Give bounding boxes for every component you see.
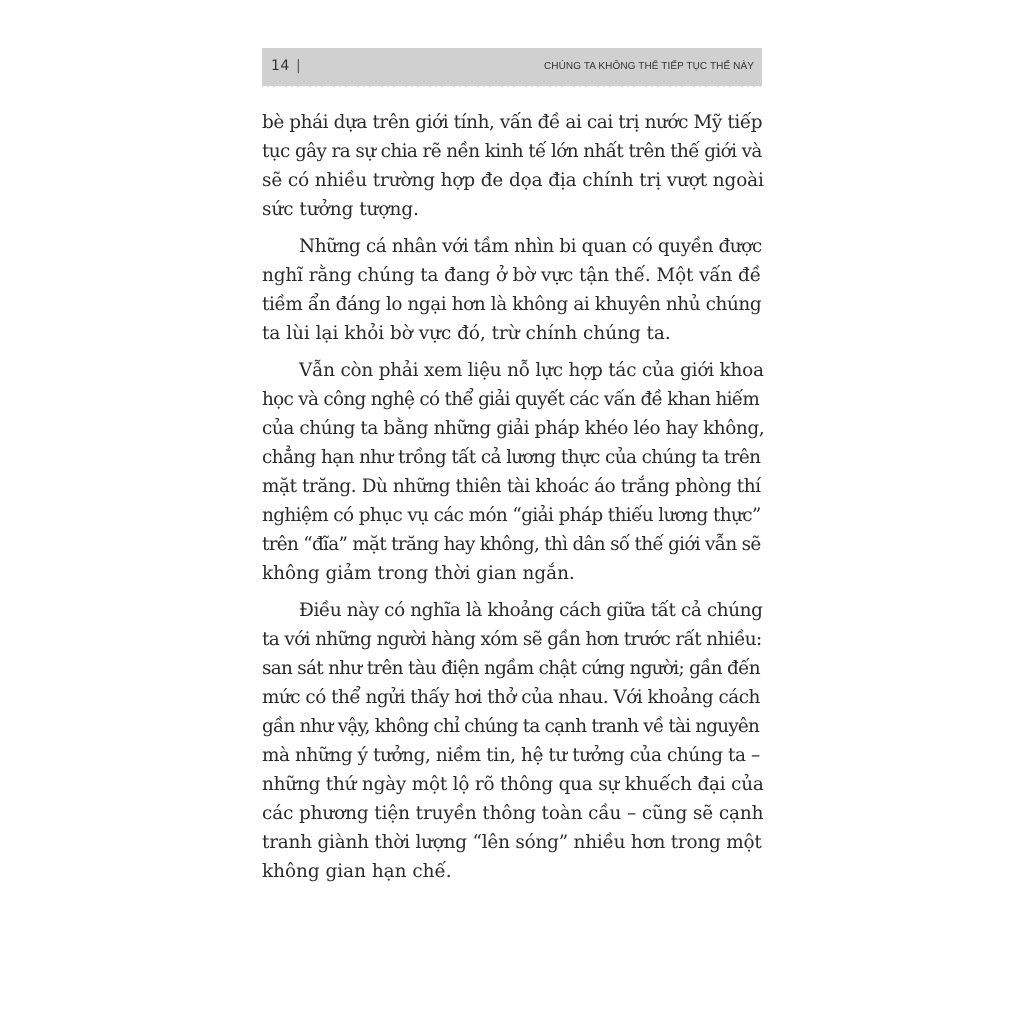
text-line: các phương tiện truyền thông toàn cầu – cũng sẽ cạnh	[262, 803, 764, 824]
paragraph-1	[262, 108, 764, 224]
text-line: tục gây ra sự chia rẽ nền kinh tế lớn nhất trên thế giới và	[262, 141, 762, 162]
text-line: học và công nghệ có thể giải quyết các vấn đề khan hiếm	[262, 389, 760, 410]
page-body	[262, 108, 764, 894]
text-line: sẽ có nhiều trường hợp đe dọa địa chính trị vượt ngoài	[262, 170, 764, 191]
text-line: bè phái dựa trên giới tính, vấn đề ai cai trị nước Mỹ tiếp	[262, 112, 763, 133]
text-line: gần như vậy, không chỉ chúng ta cạnh tranh về tài nguyên	[262, 716, 760, 737]
text-line: san sát như trên tàu điện ngầm chật cứng người; gần đến	[262, 658, 760, 679]
text-line: nghĩ rằng chúng ta đang ở bờ vực tận thế. Một vấn đề	[262, 265, 761, 286]
text-line: mức có thể ngửi thấy hơi thở của nhau. Với khoảng cách	[262, 687, 760, 708]
text-line: Vẫn còn phải xem liệu nỗ lực hợp tác của giới khoa	[299, 360, 764, 381]
text-line: mặt trăng. Dù những thiên tài khoác áo trắng phòng thí	[262, 476, 761, 497]
text-line: chẳng hạn như trồng tất cả lương thực của chúng ta trên	[262, 447, 761, 468]
text-line: tranh giành thời lượng “lên sóng” nhiều hơn trong một	[262, 832, 762, 853]
text-line: của chúng ta bằng những giải pháp khéo léo hay không,	[262, 418, 765, 439]
paragraph-4	[262, 596, 764, 886]
text-line: Những cá nhân với tầm nhìn bi quan có quyền được	[299, 236, 762, 257]
text-line: không giảm trong thời gian ngắn.	[262, 563, 575, 584]
text-line: trên “đĩa” mặt trăng hay không, thì dân số thế giới vẫn sẽ	[262, 534, 761, 555]
running-title: CHÚNG TA KHÔNG THỂ TIẾP TỤC THẾ NÀY	[543, 61, 754, 72]
text-line: Điều này có nghĩa là khoảng cách giữa tất cả chúng	[299, 600, 763, 621]
running-header	[262, 48, 762, 86]
text-line: nghiệm có phục vụ các món “giải pháp thiếu lương thực”	[262, 505, 761, 526]
text-line: những thứ ngày một lộ rõ thông qua sự khuếch đại của	[262, 774, 764, 795]
text-line: mà những ý tưởng, niềm tin, hệ tư tưởng của chúng ta –	[262, 745, 760, 766]
paragraph-2	[262, 232, 764, 348]
text-line: không gian hạn chế.	[262, 861, 452, 882]
page-number: 14	[271, 58, 290, 74]
text-line: ta với những người hàng xóm sẽ gần hơn trước rất nhiều:	[262, 629, 762, 650]
paragraph-3	[262, 356, 764, 588]
header-divider: |	[296, 58, 301, 74]
text-line: sức tưởng tượng.	[262, 199, 419, 220]
text-line: tiềm ẩn đáng lo ngại hơn là không ai khuyên nhủ chúng	[262, 294, 762, 315]
text-line: ta lùi lại khỏi bờ vực đó, trừ chính chúng ta.	[262, 323, 671, 344]
